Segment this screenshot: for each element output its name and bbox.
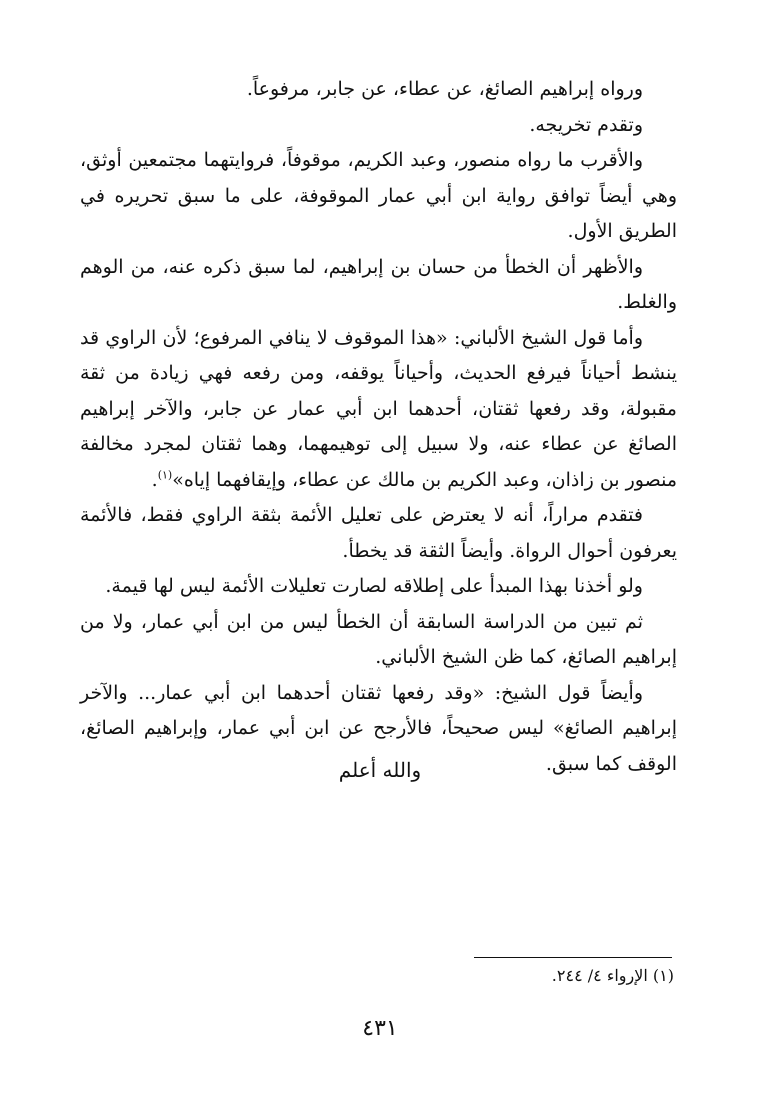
paragraph: ثم تبين من الدراسة السابقة أن الخطأ ليس من ابن أبي عمار، ولا من إبراهيم الصائغ، كما ظن الشيخ الألباني. [80, 610, 677, 668]
footnote-ref: (١) [157, 468, 173, 482]
paragraph-with-footnote [80, 321, 677, 499]
body-text [80, 72, 677, 782]
footnote-divider [474, 957, 672, 958]
paragraph: والأظهر أن الخطأ من حسان بن إبراهيم، لما سبق ذكره عنه، من الوهم والغلط. [80, 255, 677, 313]
paragraph: وتقدم تخريجه. [529, 113, 643, 136]
page-number: ٤٣١ [362, 1016, 398, 1041]
paragraph: ولو أخذنا بهذا المبدأ على إطلاقه لصارت تعليلات الأئمة ليس لها قيمة. [105, 575, 643, 597]
closing-phrase: والله أعلم [338, 758, 422, 782]
paragraph: وأيضاً قول الشيخ: «وقد رفعها ثقتان أحدهما ابن أبي عمار... والآخر إبراهيم الصائغ» ليس صحيحاً، فالأرجح عن ابن أبي عمار، وإبراهيم الصائغ، الوقف كما سبق. [80, 681, 677, 775]
footnote: (١) الإرواء ٤/ ٢٤٤. [551, 966, 674, 985]
paragraph-text: وأما قول الشيخ الألباني: «هذا الموقوف لا ينافي المرفوع؛ لأن الراوي قد ينشط أحياناً فيرفع الحديث، وأحياناً يوقفه، ومن رفعه فهي زيادة من ثقة مقبولة، وقد رفعها ثقتان، أحدهما ابن أبي عمار عن جابر، والآخر إبراهيم الصائغ عن عطاء عنه، ولا سبيل إلى توهيمهما، وهما ثقتان لمجرد مخالفة منصور بن زاذان، وعبد الكريم بن مالك عن عطاء، وإيقافهما إياه» [80, 326, 677, 491]
paragraph-tail: . [151, 468, 158, 491]
paragraph: ورواه إبراهيم الصائغ، عن عطاء، عن جابر، مرفوعاً. [246, 78, 643, 100]
paragraph: فتقدم مراراً، أنه لا يعترض على تعليل الأئمة بثقة الراوي فقط، فالأئمة يعرفون أحوال الرواة. وأيضاً الثقة قد يخطأ. [80, 504, 677, 562]
paragraph: والأقرب ما رواه منصور، وعبد الكريم، موقوفاً، فروايتهما مجتمعين أوثق، وهي أيضاً توافق رواية ابن أبي عمار الموقوفة، على ما سبق تحريره في الطريق الأول. [80, 149, 677, 242]
